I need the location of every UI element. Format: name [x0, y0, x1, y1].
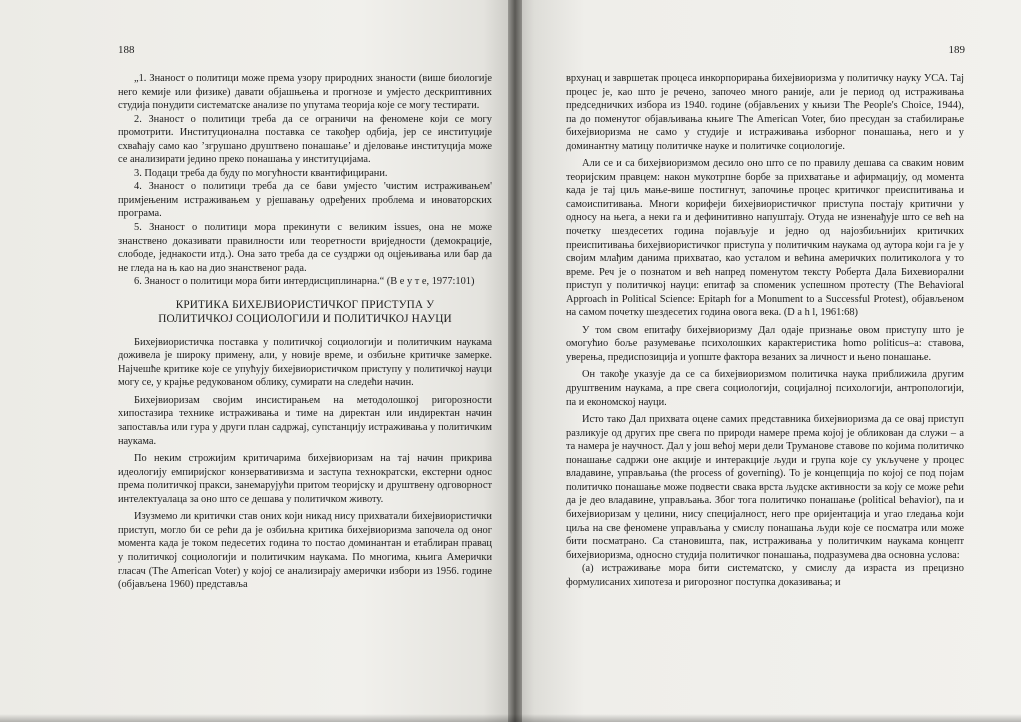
left-paragraph: 4. Знаност о политици треба да се бави умјесто 'чистим истраживањем' примјењеним истраживањем у рјешавању одређених проблема и иноваторских програма.: [118, 181, 492, 220]
right-page-text: [566, 72, 964, 589]
right-paragraph: У том свом епитафу бихејвиоризму Дал одаје признање овом приступу што је омогућио боље разумевање психолошких карактеристика homo politicus–а: ставова, уверења, предиспозиција и уопште фактора везаних за личност и њено понашање.: [566, 324, 964, 363]
right-page-number: 189: [948, 44, 965, 56]
left-paragraph: 2. Знаност о политици треба да се ограничи на феномене који се могу промотрити. Институционална поставка се такођер одбија, јер се институције схваћају само као ’згрушано друштвено понашање’ и дјеловање институција може се анализирати једино преко понашања у институцијама.: [118, 113, 492, 166]
right-paragraph: Он такође указује да се са бихејвиоризмом политичка наука приближила другим друштвеним наукама, а пре свега социологији, социјалној психологији, антропологији, па и економској науци.: [566, 369, 964, 408]
book-gutter: [508, 0, 522, 722]
bottom-shadow: [0, 714, 1021, 722]
left-paragraph: Бихејвиоризам својим инсистирањем на методолошкој ригорозности хипостазира технике истраживања и тиме на директан или индиректан начин запоставља или гура у други план садржај, супстанцију истраживања у политичким наукама.: [118, 394, 492, 447]
right-paragraph: Исто тако Дал прихвата оцене самих представника бихејвиоризма да се овај приступ разликује од других пре свега по природи намере према којој је обликован да служи – а та намера је научност. Дал у још већој мери дели Трумановe ставове по којима политичко понашање садржи оне акције и интеракције људи и група које су укључене у процес владавине, управљања (the process of governing). То је концепција по којој се под појам политичко понашање може подвести свака врста људске активности за коју се може рећи да је део владавине, управљања. Због тога политичко понашање (political behavior), па и бихејвиоризам у целини, нису специјалност, него пре оријентација и угао гледања који циља на све феномене управљања у смислу понашања људи које се посматра или може бити посматрано. Са становишта, пак, истраживања у политичким наукама концепт бихејвиоризма, односно студија политичког понашања, подразумева два основна услова:: [566, 414, 964, 561]
section-heading: [118, 298, 492, 326]
left-paragraph: Изузмемо ли критички став оних који никад нису прихватали бихејвиористички приступ, могло би се рећи да је озбиљна критика бихејвиоризма започела од оног момента када је током педесетих година то постао доминантан и етаблиран правац у политичкој социологији и политичким наукама. По многима, књига Амерички гласач (The American Voter) у којој се анализирају амерички избори из 1956. године (објављена 1960) представља: [118, 511, 492, 591]
left-paragraph: 5. Знаност о политици мора прекинути с великим issues, она не може знанствено доказивати правилности или теоретности вриједности (демокрације, слободе, једнакости итд.). Она зато треба да се суздржи од оцјењивања или бар да не гледа на њ као на дио знанственог рада.: [118, 222, 492, 274]
section-heading-line-2: ПОЛИТИЧКОЈ СОЦИОЛОГИЈИ И ПОЛИТИЧКОЈ НАУЦИ: [158, 312, 452, 325]
left-paragraph: 3. Подаци треба да буду по могућности квантифицирани.: [134, 167, 388, 179]
right-paragraph: Али се и са бихејвиоризмом десило оно што се по правилу дешава са сваким новим теоријским правцем: након мукотрпне борбе за прихватање и афирмацију, од момента када је тај циљ мање-више постигнут, започиње процес критичког преиспитивања и самоиспитивања. Многи корифеји бихејвиористичког приступа постају критични у односу на њега, а неки га и дефинитивно напуштају. Отуда не изненађује што се већ на почетку шездесетих година појављује и једно од најозбиљнијих критичких преиспитивања бихејвиористичког приступа у политичким наукама од аутора који га је у својим млађим данима прихватао, као усталом и већина америчких политиколога у то време. Реч је о познатом и већ напред поменутом тексту Роберта Дала Бихевиорални приступ у политичкој науци: епитаф за споменик успешном протесту (The Behavioral Approach in Political Science: Epitaph for a Monument to a Successful Protest), објављеном на самом почетку шездесетих година овога века. (D a h l, 1961:68): [566, 158, 964, 319]
left-paragraph: „1. Знаност о политици може према узору природних знаности (више биологије него кемије или физике) давати објашњења и прогнозе и умјесто дескриптивних студија понудити систематске анализе по упутама теорија које се могу тестирати.: [118, 73, 492, 112]
left-paragraph: По неким строжијим критичарима бихејвиоризам на тај начин прикрива идеологију емпиријског конзервативизма и заступа технократски, екстерни однос према политичкој пракси, занемарујући притом теоријску и друштвену одговорност интелектуалаца за оно што се дешава у политичком животу.: [118, 453, 492, 505]
right-page: [514, 0, 1021, 722]
right-paragraph: (a) истраживање мора бити систематско, у смислу да израста из прецизно формулисаних хипотеза и ригорозног поступка доказивања; и: [566, 563, 964, 588]
left-paragraph: 6. Знаност о политици мора бити интердисциплинарна.“ (В е у т е, 1977:101): [134, 276, 475, 288]
left-page-text: [118, 72, 492, 592]
right-paragraph: врхунац и завршетак процеса инкорпорирања бихејвиоризма у политичку науку УСА. Тај процес је, као што је речено, започео много раније, али је период од истраживања председничких избора из 1940. године (објављених у књизи The People's Choice, 1944), па до поменутог објављивања књиге The American Voter, био пресудан за стабилирање бихејвиоризма не само у студије и истраживања изборног понашања, него и у доминантну матицу политичке науке и политичке социологије.: [566, 73, 964, 152]
left-paragraph: Бихејвиористичка поставка у политичкој социологији и политичким наукама доживела је широку примену, али, у новије време, и озбиљне критичке замерке. Најчешће критике које се упућују бихејвиористичком приступу у политичкој науци могу се, у крајње редукованом облику, сумирати на следећи начин.: [118, 336, 492, 389]
section-heading-line-1: КРИТИКА БИХЕЈВИОРИСТИЧКОГ ПРИСТУПА У: [175, 298, 435, 311]
left-page-number: 188: [118, 44, 135, 56]
